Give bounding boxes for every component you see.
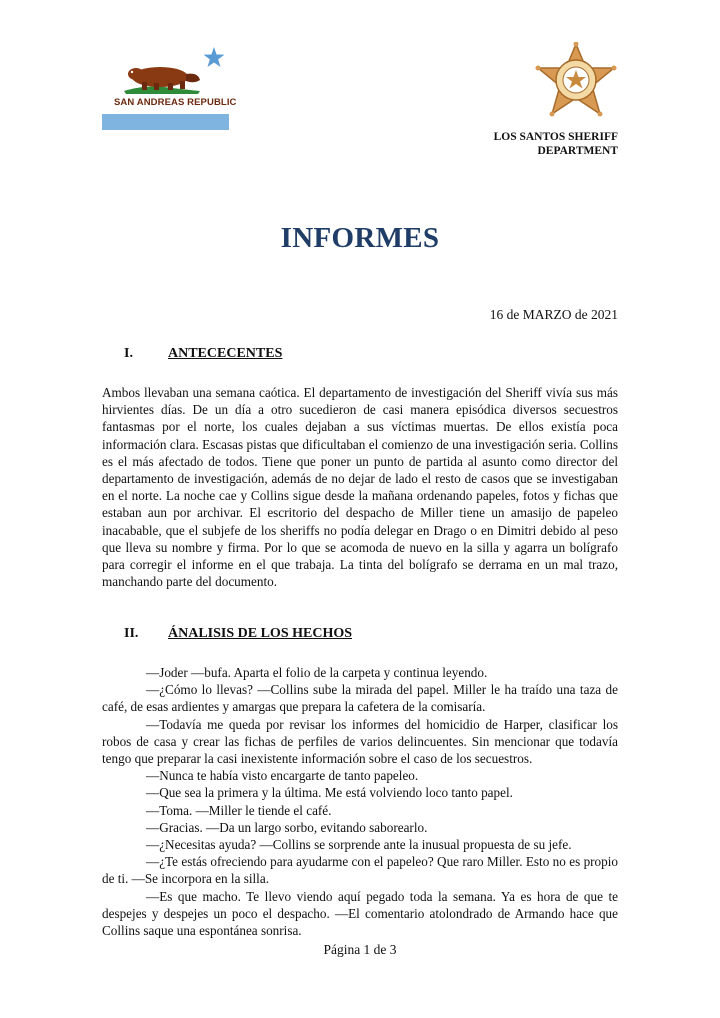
sheriff-badge-logo bbox=[534, 42, 618, 126]
section-number: I. bbox=[124, 346, 133, 361]
dialogue-line: —Es que macho. Te llevo viendo aquí pegado toda la semana. Ya es hora de que te despejes y despejes un poco el despacho. —El comentario atolondrado de Armando hace que Collins saque una espontánea sonrisa. bbox=[102, 888, 618, 939]
document-date: 16 de MARZO de 2021 bbox=[489, 307, 618, 322]
dialogue-line: —¿Cómo lo llevas? —Collins sube la mirada del papel. Miller le ha traído una taza de café, de esas ardientes y amargas que prepara la cafetera de la comisaría. bbox=[102, 682, 618, 715]
flag-caption: SAN ANDREAS REPUBLIC bbox=[114, 97, 237, 108]
dialogue-line: —Joder —bufa. Aparta el folio de la carpeta y continua leyendo. bbox=[146, 665, 488, 680]
dialogue-block bbox=[102, 664, 618, 939]
dialogue-line: —Gracias. —Da un largo sorbo, evitando saborearlo. bbox=[146, 819, 428, 835]
sheriff-star-icon bbox=[534, 42, 618, 126]
section-heading-antecedentes bbox=[124, 346, 282, 362]
dialogue-line: —¿Necesitas ayuda? —Collins se sorprende ante la inusual propuesta de su jefe. bbox=[146, 837, 572, 853]
section-number: II. bbox=[124, 626, 139, 641]
dialogue-line: —¿Te estás ofreciendo para ayudarme con el papeleo? Que raro Miller. Esto no es propio de ti. —Se incorpora en la silla. bbox=[102, 854, 618, 887]
san-andreas-flag-logo bbox=[102, 44, 237, 132]
department-line-1: LOS SANTOS SHERIFF bbox=[493, 131, 618, 143]
dialogue-line: —Nunca te había visto encargarte de tanto papeleo. bbox=[146, 768, 419, 784]
section-title: ANTECECENTES bbox=[168, 346, 283, 361]
section-heading-analisis bbox=[124, 626, 352, 642]
department-name bbox=[494, 130, 618, 158]
flag-blue-stripe bbox=[102, 114, 229, 130]
department-line-2: DEPARTMENT bbox=[537, 145, 618, 157]
dialogue-line: —Todavía me queda por revisar los informes del homicidio de Harper, clasificar los robos de casa y crear las fichas de perfiles de varios delincuentes. Sin mencionar que todavía tengo que preparar la casi inexistente información sobre el caso de los secuestros. bbox=[102, 716, 618, 767]
dialogue-line: —Toma. —Miller le tiende el café. bbox=[146, 802, 332, 818]
star-icon bbox=[204, 47, 225, 67]
dialogue-line: —Que sea la primera y la última. Me está volviendo loco tanto papel. bbox=[146, 785, 513, 801]
page-number: Página 1 de 3 bbox=[323, 942, 397, 957]
section-title: ÁNALISIS DE LOS HECHOS bbox=[168, 626, 353, 641]
document-title: INFORMES bbox=[280, 222, 440, 254]
section-paragraph-antecedentes: Ambos llevaban una semana caótica. El departamento de investigación del Sheriff vivía sus más hirvientes días. De un día a otro sucedieron de casi manera episódica diversos secuestros fantasmas por el norte, los cuales dejaban a sus víctimas muertas. De ellos existía poca información clara. Escasas pistas que dificultaban el comienzo de una investigación seria. Collins es el más afectado de todos. Tiene que poner un punto de partida al asunto como director del departamento de investigación, además de no dejar de lado el resto de casos que se investigaban en el norte. La noche cae y Collins sigue desde la mañana ordenando papeles, fotos y fichas que estaban aun por archivar. El escritorio del despacho de Miller tiene un amasijo de papeleo inacabable, que el subjefe de los sheriffs no podía delegar en Drago o en Dimitri debido al peso que lleva su nombre y firma. Por lo que se acomoda de nuevo en la silla y agarra un bolígrafo para corregir el informe en el que trabaja. La tinta del bolígrafo se derrama en un mal trazo, manchando parte del documento. bbox=[102, 385, 618, 590]
